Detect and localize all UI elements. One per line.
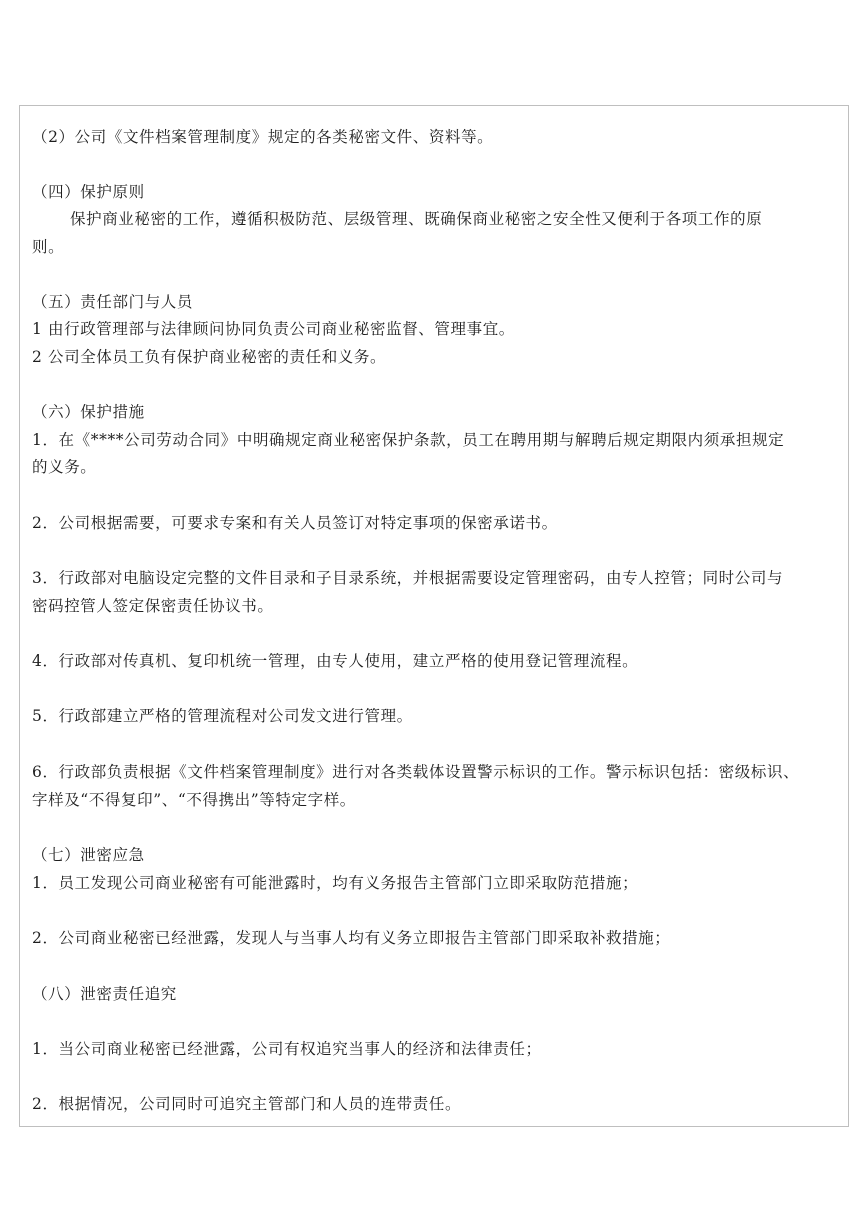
list-item-emergency-2: 2．公司商业秘密已经泄露，发现人与当事人均有义务立即报告主管部门即采取补救措施； (32, 929, 671, 947)
section-heading-protection-measures: （六）保护措施 (32, 403, 145, 421)
list-item-emergency-1: 1．员工发现公司商业秘密有可能泄露时，均有义务报告主管部门立即采取防范措施； (32, 874, 639, 892)
paragraph-principle-line-2: 则。 (32, 238, 65, 256)
list-item-measure-4: 4．行政部对传真机、复印机统一管理，由专人使用，建立严格的使用登记管理流程。 (32, 652, 639, 670)
list-item-measure-1-line-2: 的义务。 (32, 458, 97, 476)
section-heading-leak-emergency: （七）泄密应急 (32, 846, 145, 864)
paragraph-principle-line-1: 保护商业秘密的工作，遵循积极防范、层级管理、既确保商业秘密之安全性又便利于各项工作的原 (70, 210, 763, 228)
list-item-measure-1-line-1: 1．在《****公司劳动合同》中明确规定商业秘密保护条款，员工在聘用期与解聘后规定期限内须承担规定 (32, 431, 785, 449)
text-line-secret-files: （2）公司《文件档案管理制度》规定的各类秘密文件、资料等。 (32, 128, 494, 146)
list-item-responsible-2: 2 公司全体员工负有保护商业秘密的责任和义务。 (32, 348, 387, 366)
section-heading-leak-accountability: （八）泄密责任追究 (32, 985, 177, 1003)
list-item-measure-6-line-2: 字样及“不得复印”、“不得携出”等特定字样。 (32, 791, 356, 809)
list-item-measure-2: 2．公司根据需要，可要求专案和有关人员签订对特定事项的保密承诺书。 (32, 514, 558, 532)
document-frame (19, 105, 849, 1127)
section-heading-protection-principle: （四）保护原则 (32, 183, 145, 201)
list-item-measure-3-line-2: 密码控管人签定保密责任协议书。 (32, 597, 274, 615)
list-item-measure-3-line-1: 3．行政部对电脑设定完整的文件目录和子目录系统，并根据需要设定管理密码，由专人控管；同时公司与 (32, 569, 784, 587)
section-heading-responsible-dept: （五）责任部门与人员 (32, 293, 194, 311)
list-item-measure-6-line-1: 6．行政部负责根据《文件档案管理制度》进行对各类载体设置警示标识的工作。警示标识包括：密级标识、 (32, 763, 800, 781)
list-item-responsible-1: 1 由行政管理部与法律顾问协同负责公司商业秘密监督、管理事宜。 (32, 320, 515, 338)
list-item-accountability-2: 2．根据情况，公司同时可追究主管部门和人员的连带责任。 (32, 1095, 462, 1113)
list-item-measure-5: 5．行政部建立严格的管理流程对公司发文进行管理。 (32, 707, 413, 725)
list-item-accountability-1: 1．当公司商业秘密已经泄露，公司有权追究当事人的经济和法律责任； (32, 1040, 542, 1058)
